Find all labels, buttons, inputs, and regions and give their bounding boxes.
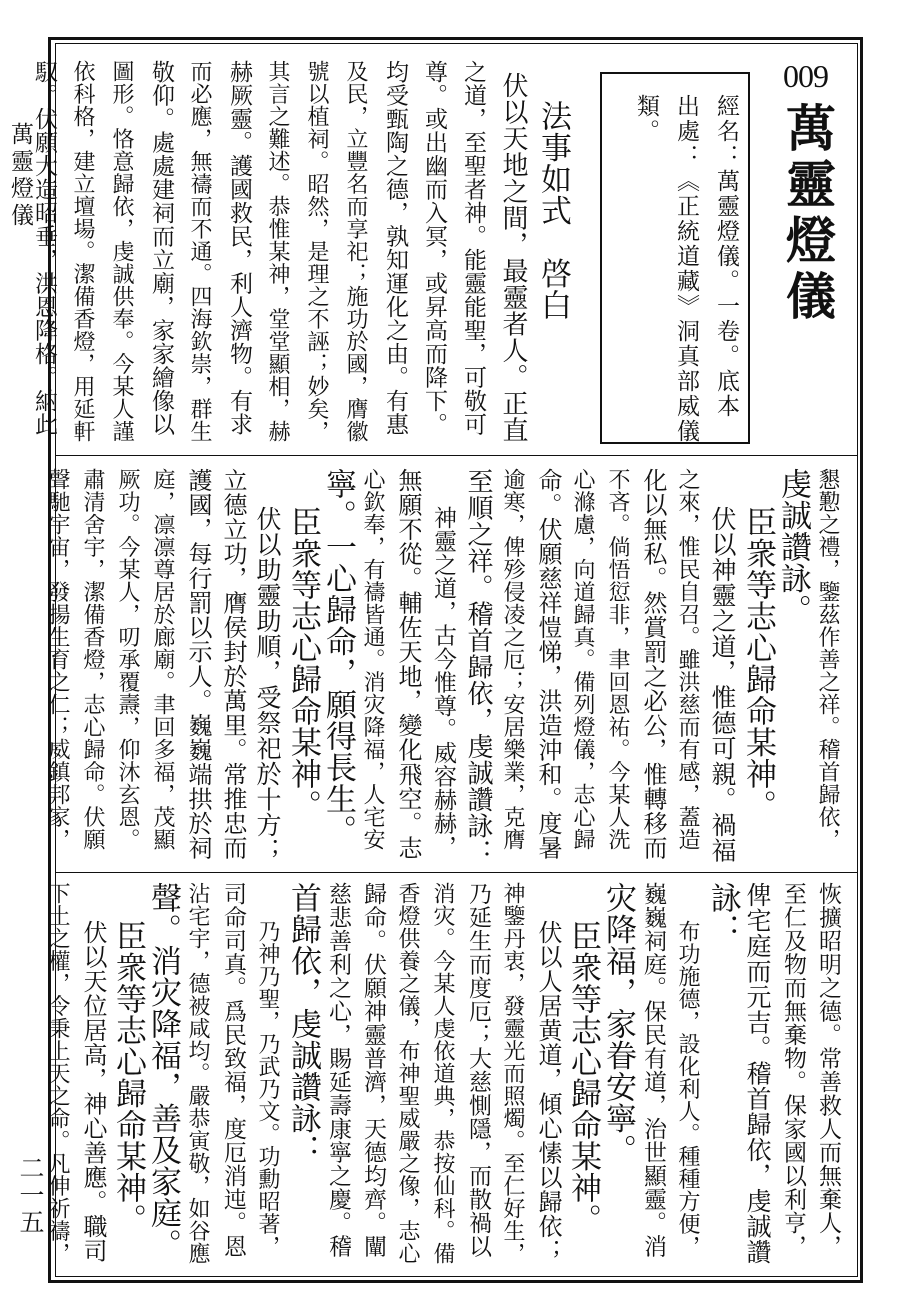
- text-column: 神靈之道，古今惟尊。威容赫赫，: [430, 506, 456, 859]
- text-column: 聲馳宇宙，發揚生育之仁；威鎮邦家，: [45, 468, 70, 851]
- section-divider-bottom: [55, 872, 858, 873]
- text-column: 消灾。今某人虔依道典，恭按仙科。備: [430, 882, 455, 1265]
- text-column: 沾宅宇，德被咸均。嚴恭寅敬，如谷應: [185, 882, 210, 1265]
- text-column: 至仁及物而無棄物。保家國以利亨，: [780, 882, 806, 1258]
- text-column: 聲。消灾降福，善及家庭。: [145, 882, 181, 1260]
- text-column: 伏以天位居高，神心善應。職司: [79, 920, 107, 1263]
- text-column: 法事如式 啓白: [535, 100, 571, 321]
- text-column: 伏以天地之間，最靈者人。正直: [498, 72, 528, 443]
- text-column: 心滌慮，向道歸真。備列燈儀，志心歸: [570, 468, 595, 851]
- text-column: 乃延生而度厄；大慈惻隱，而散禍以: [465, 882, 491, 1258]
- text-column: 詠：: [705, 882, 741, 945]
- text-column: 敬仰。處處建祠而立廟，家家繪像以: [148, 60, 174, 436]
- text-column: 寧。一心歸命，願得長生。: [320, 468, 356, 846]
- text-column: 虔誠讚詠。: [775, 468, 811, 626]
- text-title: 萬靈燈儀: [778, 102, 837, 326]
- text-column: 其言之難述。恭惟某神，堂堂顯相，赫: [265, 60, 290, 443]
- text-column: 懇懃之禮，鑒茲作善之祥。稽首歸依，: [815, 468, 840, 851]
- text-column: 首歸依，虔誠讚詠：: [285, 882, 321, 1166]
- text-column: 下土之權，令秉上天之命。凡伸祈禱，: [45, 882, 70, 1265]
- text-column: 乃神乃聖，乃武乃文。功勳昭著，: [255, 920, 280, 1258]
- text-column: 司命司真。爲民致福，度厄消迍。恩: [220, 882, 246, 1258]
- text-column: 化以無私。然賞罰之必公，惟轉移而: [639, 468, 667, 860]
- text-column: 赫厥靈。護國救民，利人濟物。有求: [226, 60, 252, 436]
- info-line: 經名：萬靈燈儀。一卷。底本: [713, 94, 739, 419]
- section-divider-top: [55, 455, 858, 456]
- text-column: 之來，惟民自召。雖洪慈而有感，蓋造: [675, 468, 700, 851]
- info-line: 類。: [633, 94, 659, 144]
- text-column: 慈悲善利之心，賜延壽康寧之慶。稽: [325, 882, 351, 1258]
- text-column: 庭，凛凛尊居於廊廟。聿回多福，茂顯: [150, 468, 175, 851]
- text-column: 而必應，無禱而不通。四海欽崇，群生: [187, 60, 212, 443]
- text-column: 伏以神靈之道，惟德可親。禍福: [708, 506, 737, 863]
- text-column: 伏以人居黄道，傾心愫以歸依；: [534, 920, 562, 1263]
- text-column: 俾宅庭而元吉。稽首歸依，虔誠讚: [743, 882, 772, 1265]
- text-column: 神鑒丹衷，發靈光而照燭。至仁好生，: [500, 882, 525, 1265]
- text-column: 尊。或出幽而入冥，或昇高而降下。: [421, 60, 447, 436]
- text-column: 恢擴昭明之德。常善救人而無棄人，: [815, 882, 841, 1258]
- text-column: 命。伏願慈祥愷悌，洪造沖和。度暑: [534, 468, 562, 860]
- text-column: 臣衆等志心歸命某神。: [565, 920, 601, 1235]
- text-column: 灾降福，家眷安寧。: [600, 882, 636, 1166]
- text-column: 至順之祥。稽首歸依，虔誠讚詠：: [463, 468, 493, 866]
- text-column: 肅清舍宇，潔備香燈，志心歸命。伏願: [80, 468, 105, 851]
- running-title: 萬靈燈儀: [7, 122, 33, 230]
- text-column: 逾寒，俾殄侵凌之厄；安居樂業，克膺: [500, 468, 525, 851]
- text-column: 不吝。倘悟愆非，聿回恩祐。今某人洗: [605, 468, 630, 851]
- page-number: 二一五: [16, 1155, 45, 1236]
- text-column: 馭。伏願大造昭垂，洪恩降格。納此: [31, 60, 57, 436]
- text-column: 圖形。恪意歸依，虔誠供奉。今某人謹: [109, 60, 134, 443]
- text-column: 立德立功，膺侯封於萬里。常推忠而: [219, 468, 247, 860]
- text-column: 伏以助靈助順，受祭祀於十方；: [253, 506, 282, 863]
- text-column: 心欽奉，有禱皆通。消灾降福，人宅安: [360, 468, 385, 851]
- text-column: 無願不從。輔佐天地，變化飛空。志: [394, 468, 422, 860]
- text-column: 厥功。今某人，叨承覆燾，仰沐玄恩。: [115, 468, 140, 851]
- text-column: 臣衆等志心歸命某神。: [740, 506, 776, 821]
- text-column: 依科格，建立壇場。潔備香燈，用延軒: [70, 60, 95, 443]
- text-column: 及民，立豐名而享祀；施功於國，膺徽: [343, 60, 368, 443]
- text-column: 臣衆等志心歸命某神。: [285, 506, 321, 821]
- info-line: 出處：《正統道藏》洞真部威儀: [673, 94, 699, 444]
- source-info-box: [600, 72, 750, 444]
- text-column: 號以植祠。昭然，是理之不誣；妙矣，: [304, 60, 329, 443]
- text-column: 臣衆等志心歸命某神。: [110, 920, 146, 1235]
- text-column: 均受甄陶之德，孰知運化之由。有惠: [382, 60, 408, 436]
- text-column: 巍巍祠庭。保民有道，治世顯靈。消: [640, 882, 666, 1258]
- text-column: 護國，每行罰以示人。巍巍端拱於祠: [184, 468, 212, 860]
- text-column: 香燈供養之儀，布神聖威嚴之像，志心: [395, 882, 420, 1265]
- text-column: 歸命。伏願神靈普濟，天德均齊。闡: [360, 882, 386, 1258]
- text-column: 之道，至聖者神。能靈能聖，可敬可: [460, 60, 486, 436]
- text-number: 009: [783, 58, 828, 94]
- text-column: 布功施德，設化利人。種種方便，: [675, 920, 700, 1258]
